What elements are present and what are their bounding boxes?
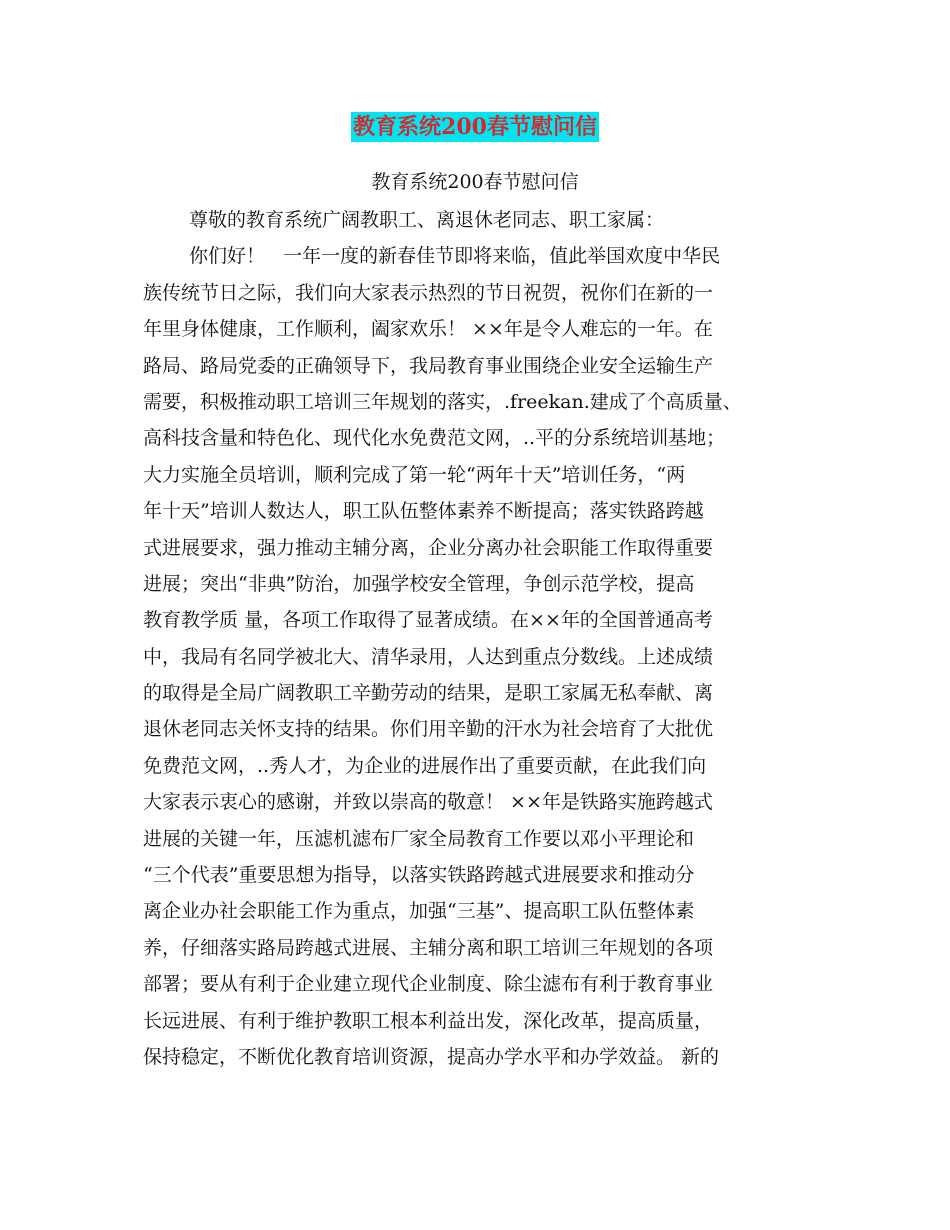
body-line: 中，我局有名同学被北大、清华录用，人达到重点分数线。上述成绩 <box>143 645 714 668</box>
body-line: 免费范文网，..秀人才，为企业的进展作出了重要贡献，在此我们向 <box>143 754 707 777</box>
body-line: 年十天”培训人数达人，职工队伍整体素养不断提高；落实铁路跨越 <box>143 500 704 523</box>
body-line: 式进展要求，强力推动主辅分离，企业分离办社会职能工作取得重要 <box>143 536 714 559</box>
body-line: 大力实施全员培训，顺利完成了第一轮“两年十天”培训任务，“两 <box>143 463 686 486</box>
body-line: 长远进展、有利于维护教职工根本利益出发，深化改革，提高质量， <box>143 1009 714 1032</box>
body-line: 进展；突出“非典”防治，加强学校安全管理，争创示范学校，提高 <box>143 572 695 595</box>
body-line: 离企业办社会职能工作为重点，加强“三基”、提高职工队伍整体素 <box>143 900 695 923</box>
body-line: 族传统节日之际，我们向大家表示热烈的节日祝贺，祝你们在新的一 <box>143 281 714 304</box>
body-line: 部署；要从有利于企业建立现代企业制度、除尘滤布有利于教育事业 <box>143 973 714 996</box>
body-line: 你们好！ 一年一度的新春佳节即将来临，值此举国欢度中华民 <box>189 245 721 268</box>
document-subtitle: 教育系统200春节慰问信 <box>371 171 579 193</box>
body-line: 需要，积极推动职工培训三年规划的落实，.freekan.建成了个高质量、 <box>143 390 742 413</box>
body-line: 路局、路局党委的正确领导下，我局教育事业围绕企业安全运输生产 <box>143 354 714 377</box>
body-line: “三个代表”重要思想为指导，以落实铁路跨越式进展要求和推动分 <box>143 864 695 887</box>
document-body <box>143 202 823 1075</box>
document-title-text: 教育系统200春节慰问信 <box>353 114 597 140</box>
document-title <box>0 112 950 144</box>
body-line: 大家表示衷心的感谢，并致以崇高的敬意！ ××年是铁路实施跨越式 <box>143 791 713 814</box>
body-line: 高科技含量和特色化、现代化水免费范文网，..平的分系统培训基地； <box>143 427 726 450</box>
body-line: 退休老同志关怀支持的结果。你们用辛勤的汗水为社会培育了大批优 <box>143 718 714 741</box>
body-line: 进展的关键一年，压滤机滤布厂家全局教育工作要以邓小平理论和 <box>143 827 695 850</box>
body-line: 的取得是全局广阔教职工辛勤劳动的结果，是职工家属无私奉献、离 <box>143 682 714 705</box>
body-line: 教育教学质 量，各项工作取得了显著成绩。在××年的全国普通高考 <box>143 609 713 632</box>
body-line: 养，仔细落实路局跨越式进展、主辅分离和职工培训三年规划的各项 <box>143 936 714 959</box>
salutation-line: 尊敬的教育系统广阔教职工、离退休老同志、职工家属： <box>189 209 665 231</box>
body-line: 年里身体健康，工作顺利，阖家欢乐！ ××年是令人难忘的一年。在 <box>143 318 713 341</box>
body-line: 保持稳定，不断优化教育培训资源，提高办学水平和办学效益。 新的 <box>143 1045 720 1068</box>
